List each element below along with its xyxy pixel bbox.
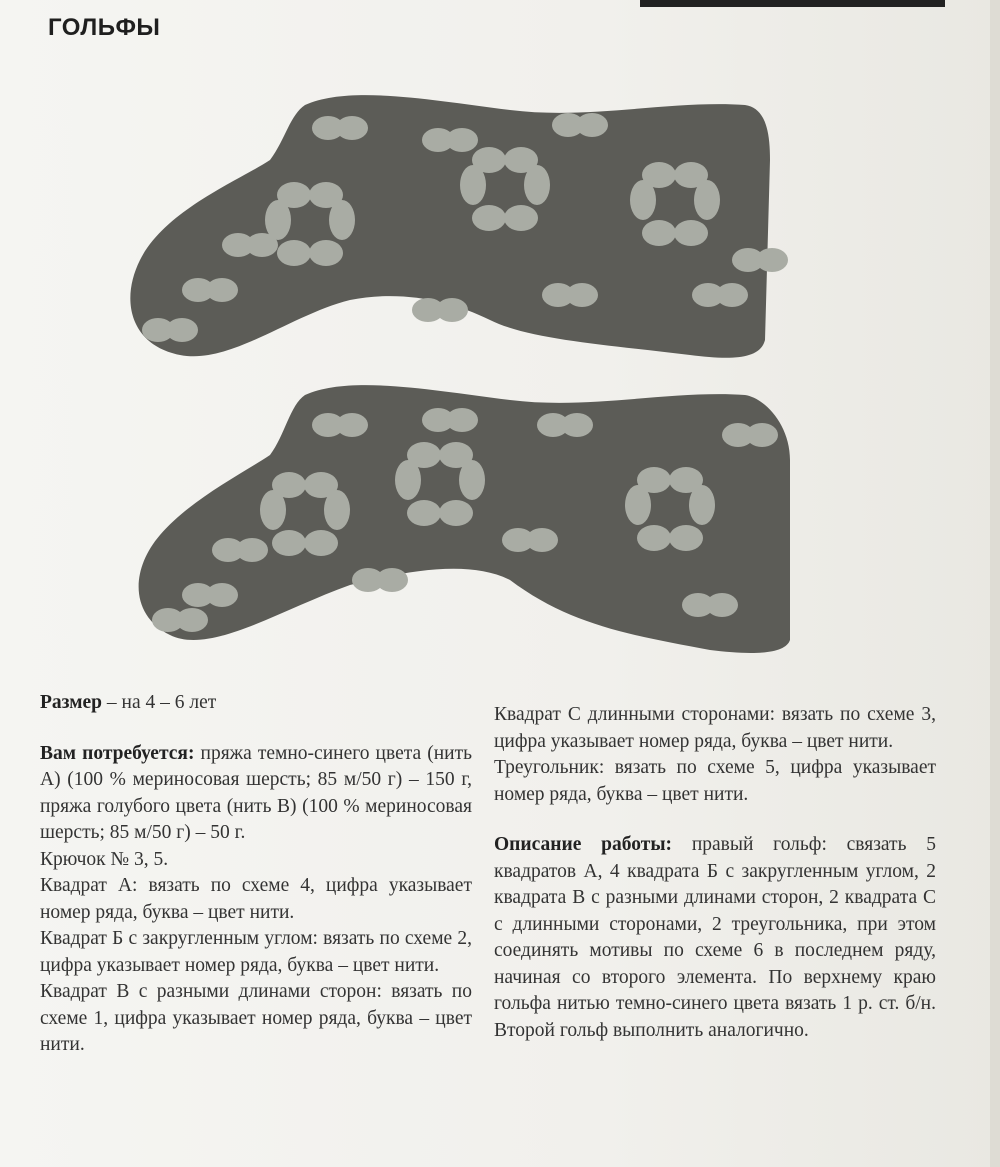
right-column (494, 702, 936, 1044)
size-line (40, 690, 472, 717)
work-text: правый гольф: связать 5 квадратов А, 4 квадрата Б с закругленным углом, 2 квадрата В с разными длинами сторон, 2 квадрата С с длинными сторонами, 2 треугольника, при этом соединять мотивы по схеме 6 в последнем ряду, начиная со второго элемента. По верхнему краю гольфа нитью темно-синего цвета вязать 1 р. ст. б/н. Второй гольф выполнить аналогично. (494, 834, 936, 1041)
sock-top (130, 95, 788, 358)
size-label: Размер (40, 692, 103, 713)
square-v-paragraph: Квадрат В с разными длинами сторон: вязать по схеме 1, цифра указывает номер ряда, буква – цвет нити. (40, 981, 472, 1055)
square-c-paragraph: Квадрат С длинными сторонами: вязать по схеме 3, цифра указывает номер ряда, буква – цвет нити. (494, 704, 936, 752)
needed-text: пряжа темно-синего цвета (нить А) (100 % мериносовая шерсть; 85 м/50 г) – 150 г, пряжа голубого цвета (нить В) (100 % мериносовая шерсть; 85 м/50 г) – 50 г. (40, 742, 472, 843)
square-a-paragraph: Квадрат А: вязать по схеме 4, цифра указывает номер ряда, буква – цвет нити. (40, 875, 472, 923)
hook-line: Крючок № 3, 5. (40, 848, 169, 870)
work-paragraph (494, 832, 936, 1044)
triangle-paragraph: Треугольник: вязать по схеме 5, цифра указывает номер ряда, буква – цвет нити. (494, 757, 936, 805)
sock-bottom (139, 385, 790, 653)
page-edge-shadow (990, 0, 1000, 1167)
page-title: ГОЛЬФЫ (48, 14, 161, 41)
left-column (40, 690, 472, 1059)
needed-paragraph (40, 741, 472, 847)
size-text: – на 4 – 6 лет (102, 692, 217, 713)
needed-label: Вам потребуется: (40, 742, 195, 764)
header-rule (640, 0, 945, 7)
square-b-paragraph: Квадрат Б с закругленным углом: вязать по схеме 2, цифра указывает номер ряда, буква – цвет нити. (40, 928, 472, 976)
socks-photo (110, 80, 850, 670)
work-label: Описание работы: (494, 834, 673, 855)
